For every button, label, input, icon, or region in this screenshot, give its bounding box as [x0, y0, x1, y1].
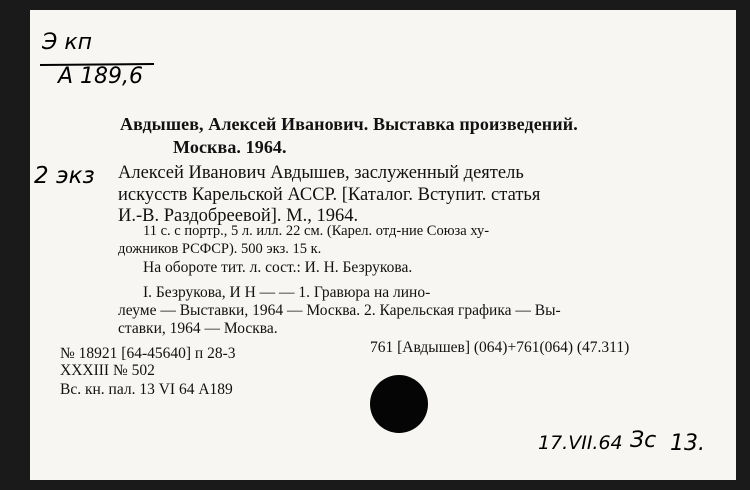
entry-heading-line2: Москва. 1964. — [173, 137, 287, 157]
handwritten-number: 13. — [670, 431, 705, 456]
handwritten-initials: Зс — [630, 428, 657, 453]
collation-line1: 11 с. с портр., 5 л. илл. 22 см. (Карел. отд-ние Союза ху- — [143, 223, 490, 239]
verso-note: На обороте тит. л. сост.: И. Н. Безрукова. — [143, 259, 413, 276]
handwritten-shelfmark: А 189,6 — [58, 64, 144, 89]
tracing-line3: ставки, 1964 — Москва. — [118, 320, 278, 337]
handwritten-copies: 2 экз — [34, 163, 95, 189]
title-line3: И.-В. Раздобреевой]. М., 1964. — [118, 206, 359, 226]
handwritten-code: Э кп — [42, 30, 93, 55]
registry-line2: XXXIII № 502 — [60, 362, 155, 379]
registry-line3: Вс. кн. пал. 13 VI 64 А189 — [60, 381, 233, 398]
tracing-line1: I. Безрукова, И Н — — 1. Гравюра на лино- — [143, 284, 431, 301]
title-line1: Алексей Иванович Авдышев, заслуженный деятель — [118, 163, 524, 183]
registry-line1: № 18921 [64-45640] п 28-3 — [60, 345, 236, 362]
classification: 761 [Авдышев] (064)+761(064) (47.311) — [370, 339, 630, 356]
punch-hole — [370, 375, 428, 433]
catalog-card — [30, 10, 736, 480]
handwritten-date: 17.VII.64 — [538, 432, 623, 454]
title-line2: искусств Карельской АССР. [Каталог. Вступит. статья — [118, 185, 541, 205]
entry-heading-line1: Авдышев, Алексей Иванович. Выставка произведений. — [120, 114, 578, 134]
collation-line2: дожников РСФСР). 500 экз. 15 к. — [118, 241, 322, 257]
tracing-line2: леуме — Выставки, 1964 — Москва. 2. Карельская графика — Вы- — [118, 302, 561, 319]
